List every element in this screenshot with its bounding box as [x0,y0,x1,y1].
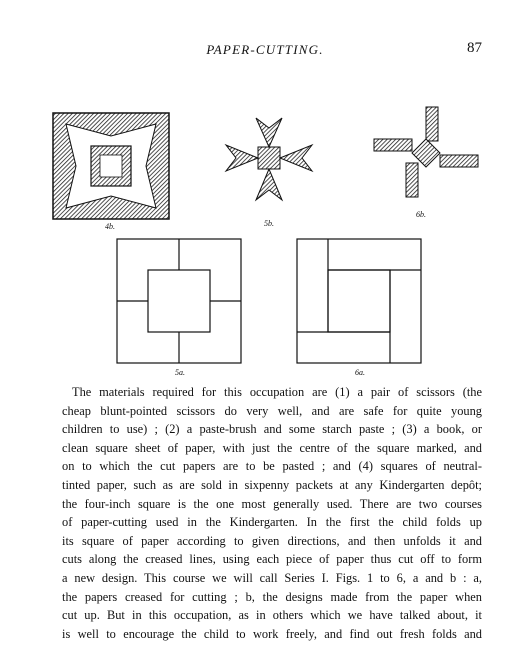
text-line: its square of paper according to given directions, and then unfolds it and [62,533,482,548]
text-line: the papers creased for cutting ; b, the designs made from the paper when [62,589,482,604]
figure-4b-caption: 4b. [105,222,115,231]
figure-5b-drawing [216,112,322,212]
text-line: the four-inch square is the one most generally used. There are two courses [62,496,482,511]
figure-5b-caption: 5b. [264,219,274,228]
figure-6b [370,105,482,205]
figure-6a-drawing [296,238,422,364]
text-line: clean square sheet of paper, with just the centre of the square marked, and [62,440,482,455]
text-line: The materials required for this occupation are (1) a pair of scissors (the [72,385,482,399]
figure-6a-caption: 6a. [355,368,365,377]
body-paragraph [62,383,482,643]
text-line: of paper-cutting used in the Kindergarten. In the first the child folds up [62,515,482,530]
page-number: 87 [467,40,482,56]
text-line: is well to encourage the child to work freely, and find out fresh folds and [62,626,482,641]
text-line: tinted paper, such as are sold in sixpenny packets at any Kindergarten depôt; [62,477,482,492]
figure-4b [52,112,170,220]
running-title: PAPER-CUTTING. [206,42,324,57]
figure-5a-drawing [116,238,242,364]
text-line: cut up. But in this occupation, as in others which we have talked about, it [62,608,482,623]
figure-5b [216,112,322,212]
text-line: cheap blunt-pointed scissors do very well, and are safe for quite young [62,403,482,418]
text-line: cuts along the creased lines, using each piece of paper thus cut off to form [62,552,482,567]
figure-5a-caption: 5a. [175,368,185,377]
figure-4b-drawing [52,112,170,220]
figure-6b-drawing [370,105,482,205]
figure-5a [116,238,242,364]
text-line: a new design. This course we will call Series I. Figs. 1 to 6, a and b : a, [62,570,482,585]
figure-6a [296,238,422,364]
figure-6b-caption: 6b. [416,210,426,219]
text-line: children to use) ; (2) a paste-brush and some starch paste ; (3) a book, or [62,422,482,437]
text-line: on to which the cut papers are to be pasted ; and (4) squares of neutral- [62,459,482,474]
